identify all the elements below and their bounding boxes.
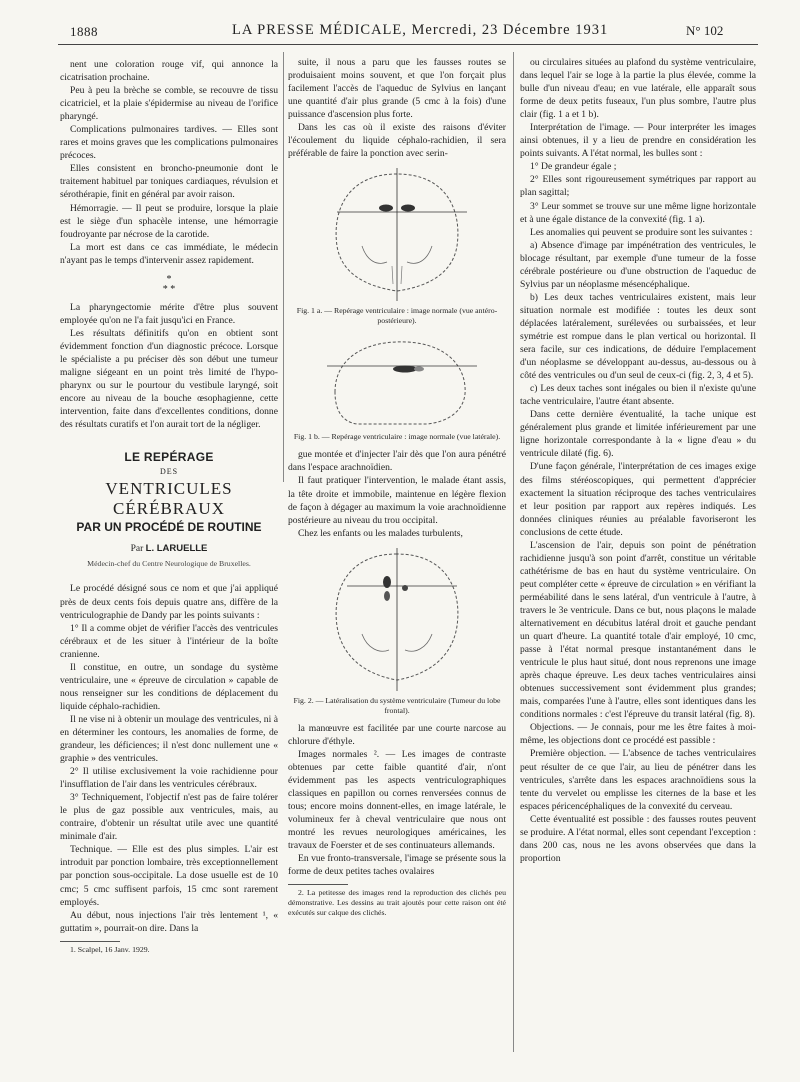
column-middle [288, 56, 506, 1016]
paragraph: 1° Il a comme objet de vérifier l'accès des ventricules cérébraux et de les situer à l'intérieur de la boîte cranienne. [60, 622, 278, 660]
separator-star: * [166, 273, 172, 285]
paragraph: c) Les deux taches sont inégales ou bien il n'existe qu'une tache ventriculaire, l'autre étant absente. [520, 383, 756, 408]
paragraph: b) Les deux taches ventriculaires existent, mais leur situation normale est modifiée : toutes les deux sont déplacées latéralement, surélevées ou surbaissées, et leur symétrie est rompue dans le plan vertical ou horizontal. Il sera facile, sur ces indications, de déduire l'emplacement d'un néoplasme se développant au-dessus, au-dessous ou à côté des ventricules ou d'un seul de ceux-ci (fig. 2, 3, 4 et 5). [520, 291, 756, 382]
journal-title [232, 22, 608, 39]
article-title-line1: LE REPÉRAGE [124, 450, 214, 465]
paragraph: La pharyngectomie mérite d'être plus souvent employée qu'on ne l'a fait jusqu'ici en France. [60, 301, 278, 326]
author-name: L. LARUELLE [145, 543, 208, 555]
figure-caption: Fig. 1 b. — Repérage ventriculaire : image normale (vue latérale). [293, 432, 501, 442]
column-divider [283, 52, 284, 482]
paragraph: la manœuvre est facilitée par une courte narcose au chlorure d'éthyle. [288, 722, 506, 747]
paragraph: Complications pulmonaires tardives. — Elles sont rares et moins graves que les complications pulmonaires précoces. [60, 124, 278, 162]
section-separator [60, 275, 278, 295]
paragraph: Elles consistent en broncho-pneumonie dont le traitement habituel par toniques cardiaques, révulsion et sérothérapie, finit en général par avoir raison. [60, 163, 278, 201]
paragraph: Il constitue, en outre, un sondage du système ventriculaire, une « épreuve de circulation » capable de nous renseigner sur les conditions de déplacement du liquide céphalo-rachidien. [60, 661, 278, 712]
separator-stars: * * [162, 283, 176, 295]
paragraph: 2° Il utilise exclusivement la voie rachidienne pour l'insufflation de l'air dans les ventricules cérébraux. [60, 766, 278, 791]
figure-1b [288, 332, 506, 442]
issue-date: Mercredi, 23 Décembre 1931 [411, 22, 609, 38]
paragraph: 3° Techniquement, l'objectif n'est pas de faire tolérer le plus de gaz possible aux ventricules, mais, au contraire, d'obtenir un résultat utile avec une quantité minimale d'air. [60, 792, 278, 843]
page-number: 1888 [70, 24, 98, 39]
article-heading [60, 451, 278, 570]
paragraph: Hémorragie. — Il peut se produire, lorsque la plaie est le siège d'un sphacèle intense, une hémorragie foudroyante par nécrose de la carotide. [60, 202, 278, 240]
paragraph: 3° Leur sommet se trouve sur une même ligne horizontale et à une égale distance de la convexité (fig. 1 a). [520, 200, 756, 225]
author-affiliation: Médecin-chef du Centre Neurologique de Bruxelles. [87, 559, 251, 569]
paragraph: Technique. — Elle est des plus simples. L'air est introduit par ponction lombaire, très exceptionnellement par ponction sous-occipitale. La dose usuelle est de 10 cmc; 5 cmc suffisent parfois, 15 cmc sont rarement employés. [60, 844, 278, 908]
paragraph: En vue fronto-transversale, l'image se présente sous la forme de deux petites taches ovalaires [288, 853, 506, 878]
paragraph: L'ascension de l'air, depuis son point de pénétration rachidienne jusqu'à son point d'arrêt, constitue un véritable cathétérisme de bas en haut du système ventriculaire. On peut compléter cette « épreuve de circulation » en vérifiant la perméabilité dans le sens latéral, d'un ventricule à l'autre, à travers le 3e ventricule. Dans ce but, nous plaçons le malade alternativement en décubitus latéral droit et gauche pendant un quart d'heure. La quantité totale d'air employé, 10 cmc, passe à l'état normal presque instantanément dans le ventricule le plus haut situé, dont nous reprenons une image après chaque épreuve. Les deux taches ventriculaires ainsi obtenues successivement sont évidemment plus grandes; mais, comparées l'une à l'autre, elles sont identiques dans les conditions normales : c'est l'épreuve du transit latéral (fig. 8). [520, 539, 756, 721]
paragraph: Dans cette dernière éventualité, la tache unique est généralement plus grande et limitée inférieurement par une ligne horizontale correspondante à la « ligne d'eau » du ventricule dilaté (fig. 6). [520, 409, 756, 460]
paragraph: Cette éventualité est possible : des fausses routes peuvent se produire. A l'état normal, elles sont cependant l'exception : dans 200 cas, nous ne les avons observées que dans la proportion [520, 813, 756, 864]
paragraph: a) Absence d'image par impénétration des ventricules, le blocage résultant, par exemple d'une tumeur de la fosse cérébrale postérieure ou d'une obstruction de l'aqueduc de Sylvius par un néoplasme mésencéphalique. [520, 239, 756, 290]
footnote: 1. Scalpel, 16 Janv. 1929. [70, 944, 150, 954]
paragraph: Objections. — Je connais, pour me les être faites à moi-même, les objections dont ce procédé est passible : [520, 722, 756, 747]
paragraph: Les anomalies qui peuvent se produire sont les suivantes : [530, 226, 753, 238]
paragraph: Les résultats définitifs qu'on en obtient sont évidemment fonction d'un diagnostic précoce. Lorsque le spécialiste a pu préciser dès son début une tumeur maligne siégeant en un point très limité de l'hypo-pharynx ou sur le pourtour du vestibule laryngé, soit encore au niveau de la bouche œsophagienne, cette intervention, faite dans d'excellentes conditions, donne des résultats curatifs et l'on aurait tort de la négliger. [60, 327, 278, 431]
paragraph: 2° Elles sont rigoureusement symétriques par rapport au plan sagittal; [520, 174, 756, 199]
footnote-rule [60, 941, 120, 942]
figure-1a-drawing [307, 166, 487, 306]
footnote: 2. La petitesse des images rend la reproduction des clichés peu démonstrative. Les dessins au trait ajoutés pour cette raison ont été exécutés sur calque des clichés. [288, 888, 506, 918]
author-line [60, 542, 278, 556]
paragraph: Dans les cas où il existe des raisons d'éviter l'écoulement du liquide céphalo-rachidien, il sera préférable de faire la ponction avec serin- [288, 122, 506, 160]
paragraph: nent une coloration rouge vif, qui annonce la cicatrisation prochaine. [60, 59, 278, 84]
paragraph: Chez les enfants ou les malades turbulents, [298, 527, 463, 539]
paragraph: Au début, nous injections l'air très lentement ¹, « guttatim », pourrait-on dire. Dans la [60, 909, 278, 934]
paragraph: 1° De grandeur égale ; [530, 161, 617, 173]
figure-caption: Fig. 1 a. — Repérage ventriculaire : image normale (vue antéro-postérieure). [296, 306, 498, 326]
figure-1b-drawing [307, 332, 487, 432]
paragraph: Interprétation de l'image. — Pour interpréter les images ainsi obtenues, il y a lieu de prendre en considération les points suivants. A l'état normal, les bulles sont : [520, 122, 756, 160]
header-rule [58, 44, 758, 45]
paragraph: suite, il nous a paru que les fausses routes se produisaient moins souvent, et que l'on forçait plus facilement l'accès de l'aqueduc de Sylvius en lançant une quantité d'air plus grande (5 cmc à la fois) d'une puissance d'ascension plus forte. [288, 57, 506, 121]
column-divider [513, 52, 514, 1052]
journal-name: LA PRESSE MÉDICALE, [232, 22, 407, 38]
paragraph: Le procédé désigné sous ce nom et que j'ai appliqué près de deux cents fois depuis quatre ans, diffère de la ventriculographie de Dandy par les points suivants : [60, 583, 278, 621]
figure-caption: Fig. 2. — Latéralisation du système ventriculaire (Tumeur du lobe frontal). [293, 695, 501, 715]
paragraph: Première objection. — L'absence de taches ventriculaires peut résulter de ce que l'air, au lieu de pénétrer dans les ventricules, s'arrête dans les espaces arachnoïdiens sous la tente du vervelet ou emplisse les citernes de la base et les espaces péricencéphaliques de la convexité du cerveau. [520, 748, 756, 812]
paragraph: ou circulaires situées au plafond du système ventriculaire, dans lequel l'air se loge à la partie la plus élevée, comme la bulle d'un niveau d'eau; en vue latérale, elle apparaît sous forme de deux petits fuseaux, l'un plus sombre, l'autre plus clair (fig. 1 a et 1 b). [520, 57, 756, 121]
article-title-main: VENTRICULES CÉRÉBRAUX [105, 479, 233, 519]
author-prefix: Par [130, 544, 144, 555]
paragraph: Peu à peu la brèche se comble, se recouvre de tissu cicatriciel, et la plaie s'épidermise au niveau de l'orifice pharyngé. [60, 85, 278, 123]
figure-2-drawing [307, 546, 487, 696]
page-header [0, 0, 800, 44]
paragraph: Il faut pratiquer l'intervention, le malade étant assis, la tête droite et immobile, maintenue en légère flexion de façon à dégager au maximum la voie arachnoïdienne postérieure au niveau du trou occipital. [288, 475, 506, 526]
paragraph: Il ne vise ni à obtenir un moulage des ventricules, ni à en déterminer les contours, les anomalies de forme, de grandeur, les déficiences; il n'est donc nullement une « graphie » des ventricules. [60, 713, 278, 765]
article-subtitle: PAR UN PROCÉDÉ DE ROUTINE [76, 520, 262, 535]
paragraph: gue montée et d'injecter l'air dès que l'on aura pénétré dans l'espace arachnoïdien. [288, 449, 506, 474]
article-title-line2: DES [159, 467, 179, 477]
figure-1a [288, 166, 506, 326]
paragraph: Images normales ². — Les images de contraste obtenues par cette faible quantité d'air, n'ont évidemment pas les aspects ventriculographiques classiques en papillon ou cornes renversées connus de tous; encore moins donnent-elles, en image latérale, le volumineux fer à cheval ventriculaire que nous ont montré les revues neurologiques américaines, les travaux de Foerster et de ses continuateurs allemands. [288, 748, 506, 852]
paragraph: D'une façon générale, l'interprétation de ces images exige des films stéréoscopiques, qui permettent d'apprécier exactement la situation réciproque des taches ventriculaires et leur position par rapport aux repères indiqués. Les données cliniques réunies au préalable favoriseront les conclusions de cette étude. [520, 461, 756, 538]
column-right [520, 56, 756, 1066]
footnote-rule [288, 884, 348, 885]
figure-2 [288, 546, 506, 716]
column-left [60, 58, 278, 1038]
issue-number: N° 102 [686, 23, 724, 38]
paragraph: La mort est dans ce cas immédiate, le médecin n'ayant pas le temps d'intervenir assez rapidement. [60, 241, 278, 266]
